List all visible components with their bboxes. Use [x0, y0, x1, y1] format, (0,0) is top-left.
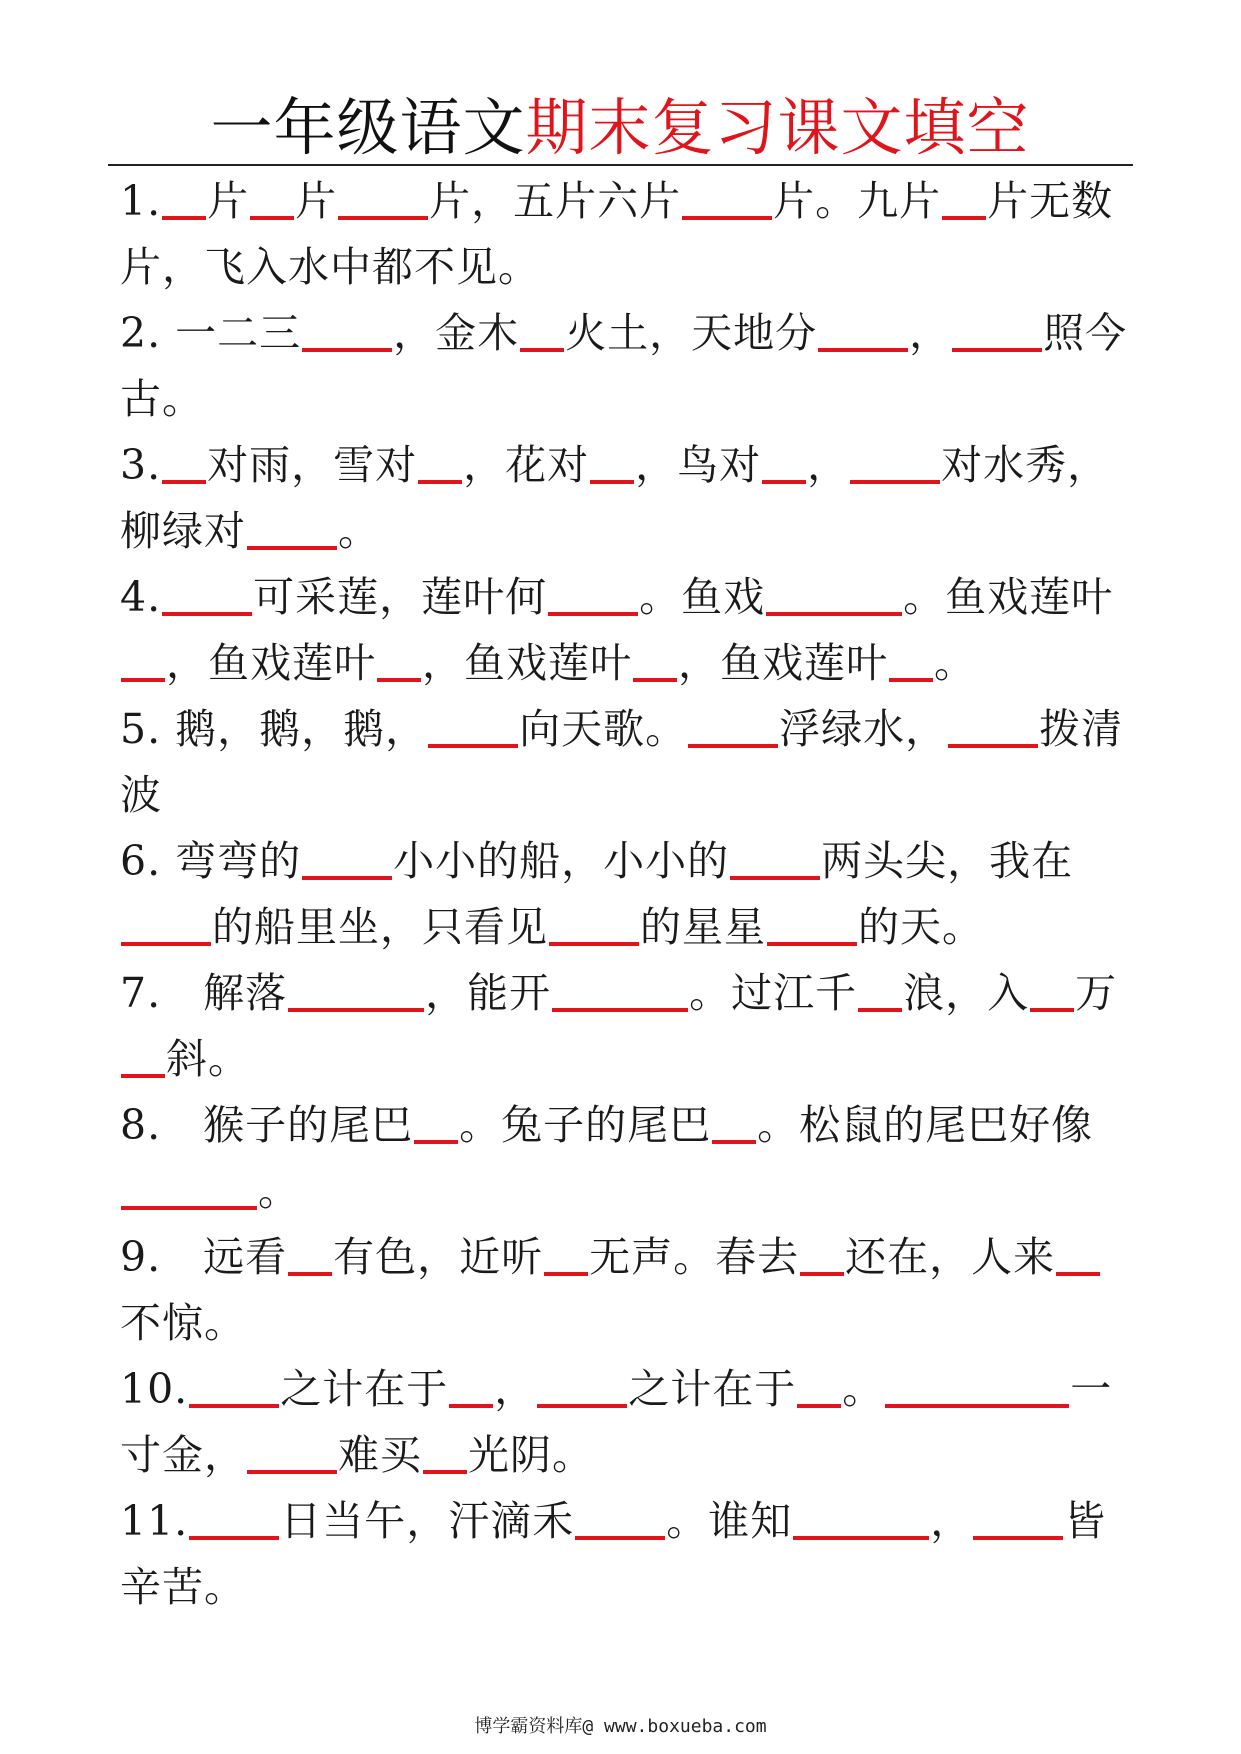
q3-text-6: ，鸟对 [635, 441, 762, 489]
q3-text-12: 。 [338, 507, 380, 555]
q3-text-0: 3. [120, 441, 162, 489]
q9-text-0: 9. 远看 [120, 1233, 288, 1281]
q10-text-10: 一寸金， [120, 1365, 1113, 1479]
q7-text-8: 万 [1075, 969, 1118, 1017]
q3-text-2: 对雨，雪对 [207, 441, 418, 489]
question-10 [120, 1356, 1132, 1488]
blank[interactable] [575, 1495, 665, 1540]
q6-text-0: 6. 弯弯的 [120, 837, 302, 885]
blank[interactable] [189, 1363, 279, 1408]
title-black-part: 一年级语文 [210, 91, 526, 164]
q3-text-10: 对水秀，柳绿对 [120, 441, 1110, 555]
q6-text-8: 的星星 [640, 903, 766, 951]
q9-text-6: 还在，人来 [845, 1233, 1056, 1281]
q4-text-10: ，鱼戏莲叶 [422, 639, 632, 687]
question-list [120, 168, 1132, 1620]
blank[interactable] [121, 637, 165, 682]
blank[interactable] [189, 1495, 279, 1540]
question-7 [120, 960, 1132, 1092]
q4-text-12: ，鱼戏莲叶 [678, 639, 888, 687]
blank[interactable] [247, 1429, 337, 1474]
blank[interactable] [548, 571, 638, 616]
blank[interactable] [288, 967, 424, 1012]
q3-text-8: ， [807, 441, 850, 489]
q9-text-4: 无声。春去 [589, 1233, 800, 1281]
blank[interactable] [818, 307, 908, 352]
q6-text-2: 小小的船，小小的 [393, 837, 730, 885]
blank[interactable] [288, 1231, 332, 1276]
q4-text-6: 。鱼戏莲叶 [903, 573, 1114, 621]
q1-text-0: 1. [120, 177, 162, 225]
blank[interactable] [942, 175, 986, 220]
blank[interactable] [712, 1099, 756, 1144]
q11-text-6: ， [930, 1497, 973, 1545]
question-11 [120, 1488, 1132, 1620]
blank[interactable] [162, 175, 206, 220]
blank[interactable] [590, 439, 634, 484]
q11-text-2: 日当午，汗滴禾 [280, 1497, 575, 1545]
question-9 [120, 1224, 1132, 1356]
blank[interactable] [797, 1363, 841, 1408]
blank[interactable] [520, 307, 564, 352]
q1-text-10: 片无数片，飞入水中都不见。 [120, 177, 1114, 291]
blank[interactable] [250, 175, 294, 220]
blank[interactable] [121, 1165, 257, 1210]
q5-text-4: 浮绿水， [779, 705, 948, 753]
q4-text-0: 4. [120, 573, 162, 621]
q4-text-8: ，鱼戏莲叶 [166, 639, 376, 687]
blank[interactable] [549, 901, 639, 946]
q7-text-10: 斜。 [166, 1035, 250, 1083]
q2-text-0: 2. 一二三 [120, 309, 302, 357]
blank[interactable] [688, 703, 778, 748]
blank[interactable] [850, 439, 940, 484]
blank[interactable] [552, 967, 688, 1012]
q11-text-0: 11. [120, 1497, 189, 1545]
blank[interactable] [423, 1429, 467, 1474]
blank[interactable] [948, 703, 1038, 748]
q10-text-12: 难买 [338, 1431, 422, 1479]
q11-text-8: 皆辛苦。 [120, 1497, 1107, 1611]
q7-text-0: 7. 解落 [120, 969, 288, 1017]
q4-text-2: 可采莲，莲叶何 [253, 573, 548, 621]
q1-text-8: 片。九片 [773, 177, 942, 225]
q11-text-4: 。谁知 [666, 1497, 793, 1545]
question-8 [120, 1092, 1132, 1224]
q4-text-4: 。鱼戏 [639, 573, 766, 621]
q2-text-4: 火土，天地分 [565, 309, 818, 357]
q2-text-8: 照今古。 [120, 309, 1128, 423]
q5-text-2: 向天歌。 [519, 705, 688, 753]
blank[interactable] [162, 571, 252, 616]
q5-text-0: 5. 鹅，鹅，鹅， [120, 705, 428, 753]
q3-text-4: ，花对 [463, 441, 590, 489]
blank[interactable] [767, 901, 857, 946]
blank[interactable] [302, 835, 392, 880]
q10-text-2: 之计在于 [280, 1365, 449, 1413]
q8-text-0: 8. 猴子的尾巴 [120, 1101, 414, 1149]
q1-text-2: 片 [207, 177, 250, 225]
blank[interactable] [1056, 1231, 1100, 1276]
blank[interactable] [952, 307, 1042, 352]
blank[interactable] [633, 637, 677, 682]
blank[interactable] [889, 637, 933, 682]
q7-text-4: 。过江千 [689, 969, 858, 1017]
blank[interactable] [1030, 967, 1074, 1012]
question-1 [120, 168, 1132, 300]
q5-text-6: 拨清波 [120, 705, 1124, 819]
blank[interactable] [377, 637, 421, 682]
blank[interactable] [537, 1363, 627, 1408]
q9-text-8: 不惊。 [120, 1299, 246, 1347]
blank[interactable] [338, 175, 428, 220]
blank[interactable] [793, 1495, 929, 1540]
blank[interactable] [302, 307, 392, 352]
blank[interactable] [162, 439, 206, 484]
blank[interactable] [247, 505, 337, 550]
question-4 [120, 564, 1132, 696]
blank[interactable] [428, 703, 518, 748]
q10-text-0: 10. [120, 1365, 189, 1413]
blank[interactable] [414, 1099, 458, 1144]
q6-text-10: 的天。 [858, 903, 984, 951]
blank[interactable] [858, 967, 902, 1012]
q7-text-2: ，能开 [425, 969, 552, 1017]
q8-text-6: 。 [258, 1167, 300, 1215]
q7-text-6: 浪，入 [903, 969, 1030, 1017]
q6-text-4: 两头尖，我在 [821, 837, 1074, 885]
q2-text-2: ，金木 [393, 309, 520, 357]
blank[interactable] [800, 1231, 844, 1276]
blank[interactable] [730, 835, 820, 880]
blank[interactable] [885, 1363, 1069, 1408]
question-2 [120, 300, 1132, 432]
page-title [100, 92, 1140, 164]
q1-text-4: 片 [295, 177, 338, 225]
blank[interactable] [121, 901, 211, 946]
question-3 [120, 432, 1132, 564]
q6-text-6: 的船里坐，只看见 [212, 903, 548, 951]
blank[interactable] [682, 175, 772, 220]
title-divider [108, 164, 1133, 166]
blank[interactable] [449, 1363, 493, 1408]
q10-text-14: 光阴。 [468, 1431, 594, 1479]
q2-text-6: ， [909, 309, 952, 357]
q9-text-2: 有色，近听 [333, 1233, 544, 1281]
q8-text-4: 。松鼠的尾巴好像 [757, 1101, 1094, 1149]
footer-watermark: 博学霸资料库@ www.boxueba.com [474, 1716, 767, 1737]
question-5 [120, 696, 1132, 828]
q10-text-6: 之计在于 [628, 1365, 797, 1413]
q10-text-8: 。 [842, 1365, 885, 1413]
blank[interactable] [973, 1495, 1063, 1540]
blank[interactable] [766, 571, 902, 616]
title-red-part: 期末复习课文填空 [525, 91, 1030, 164]
blank[interactable] [121, 1033, 165, 1078]
blank[interactable] [544, 1231, 588, 1276]
question-6 [120, 828, 1132, 960]
q4-text-14: 。 [934, 639, 976, 687]
q8-text-2: 。兔子的尾巴 [459, 1101, 712, 1149]
blank[interactable] [418, 439, 462, 484]
blank[interactable] [762, 439, 806, 484]
q1-text-6: 片，五片六片 [429, 177, 682, 225]
q10-text-4: ， [494, 1365, 537, 1413]
